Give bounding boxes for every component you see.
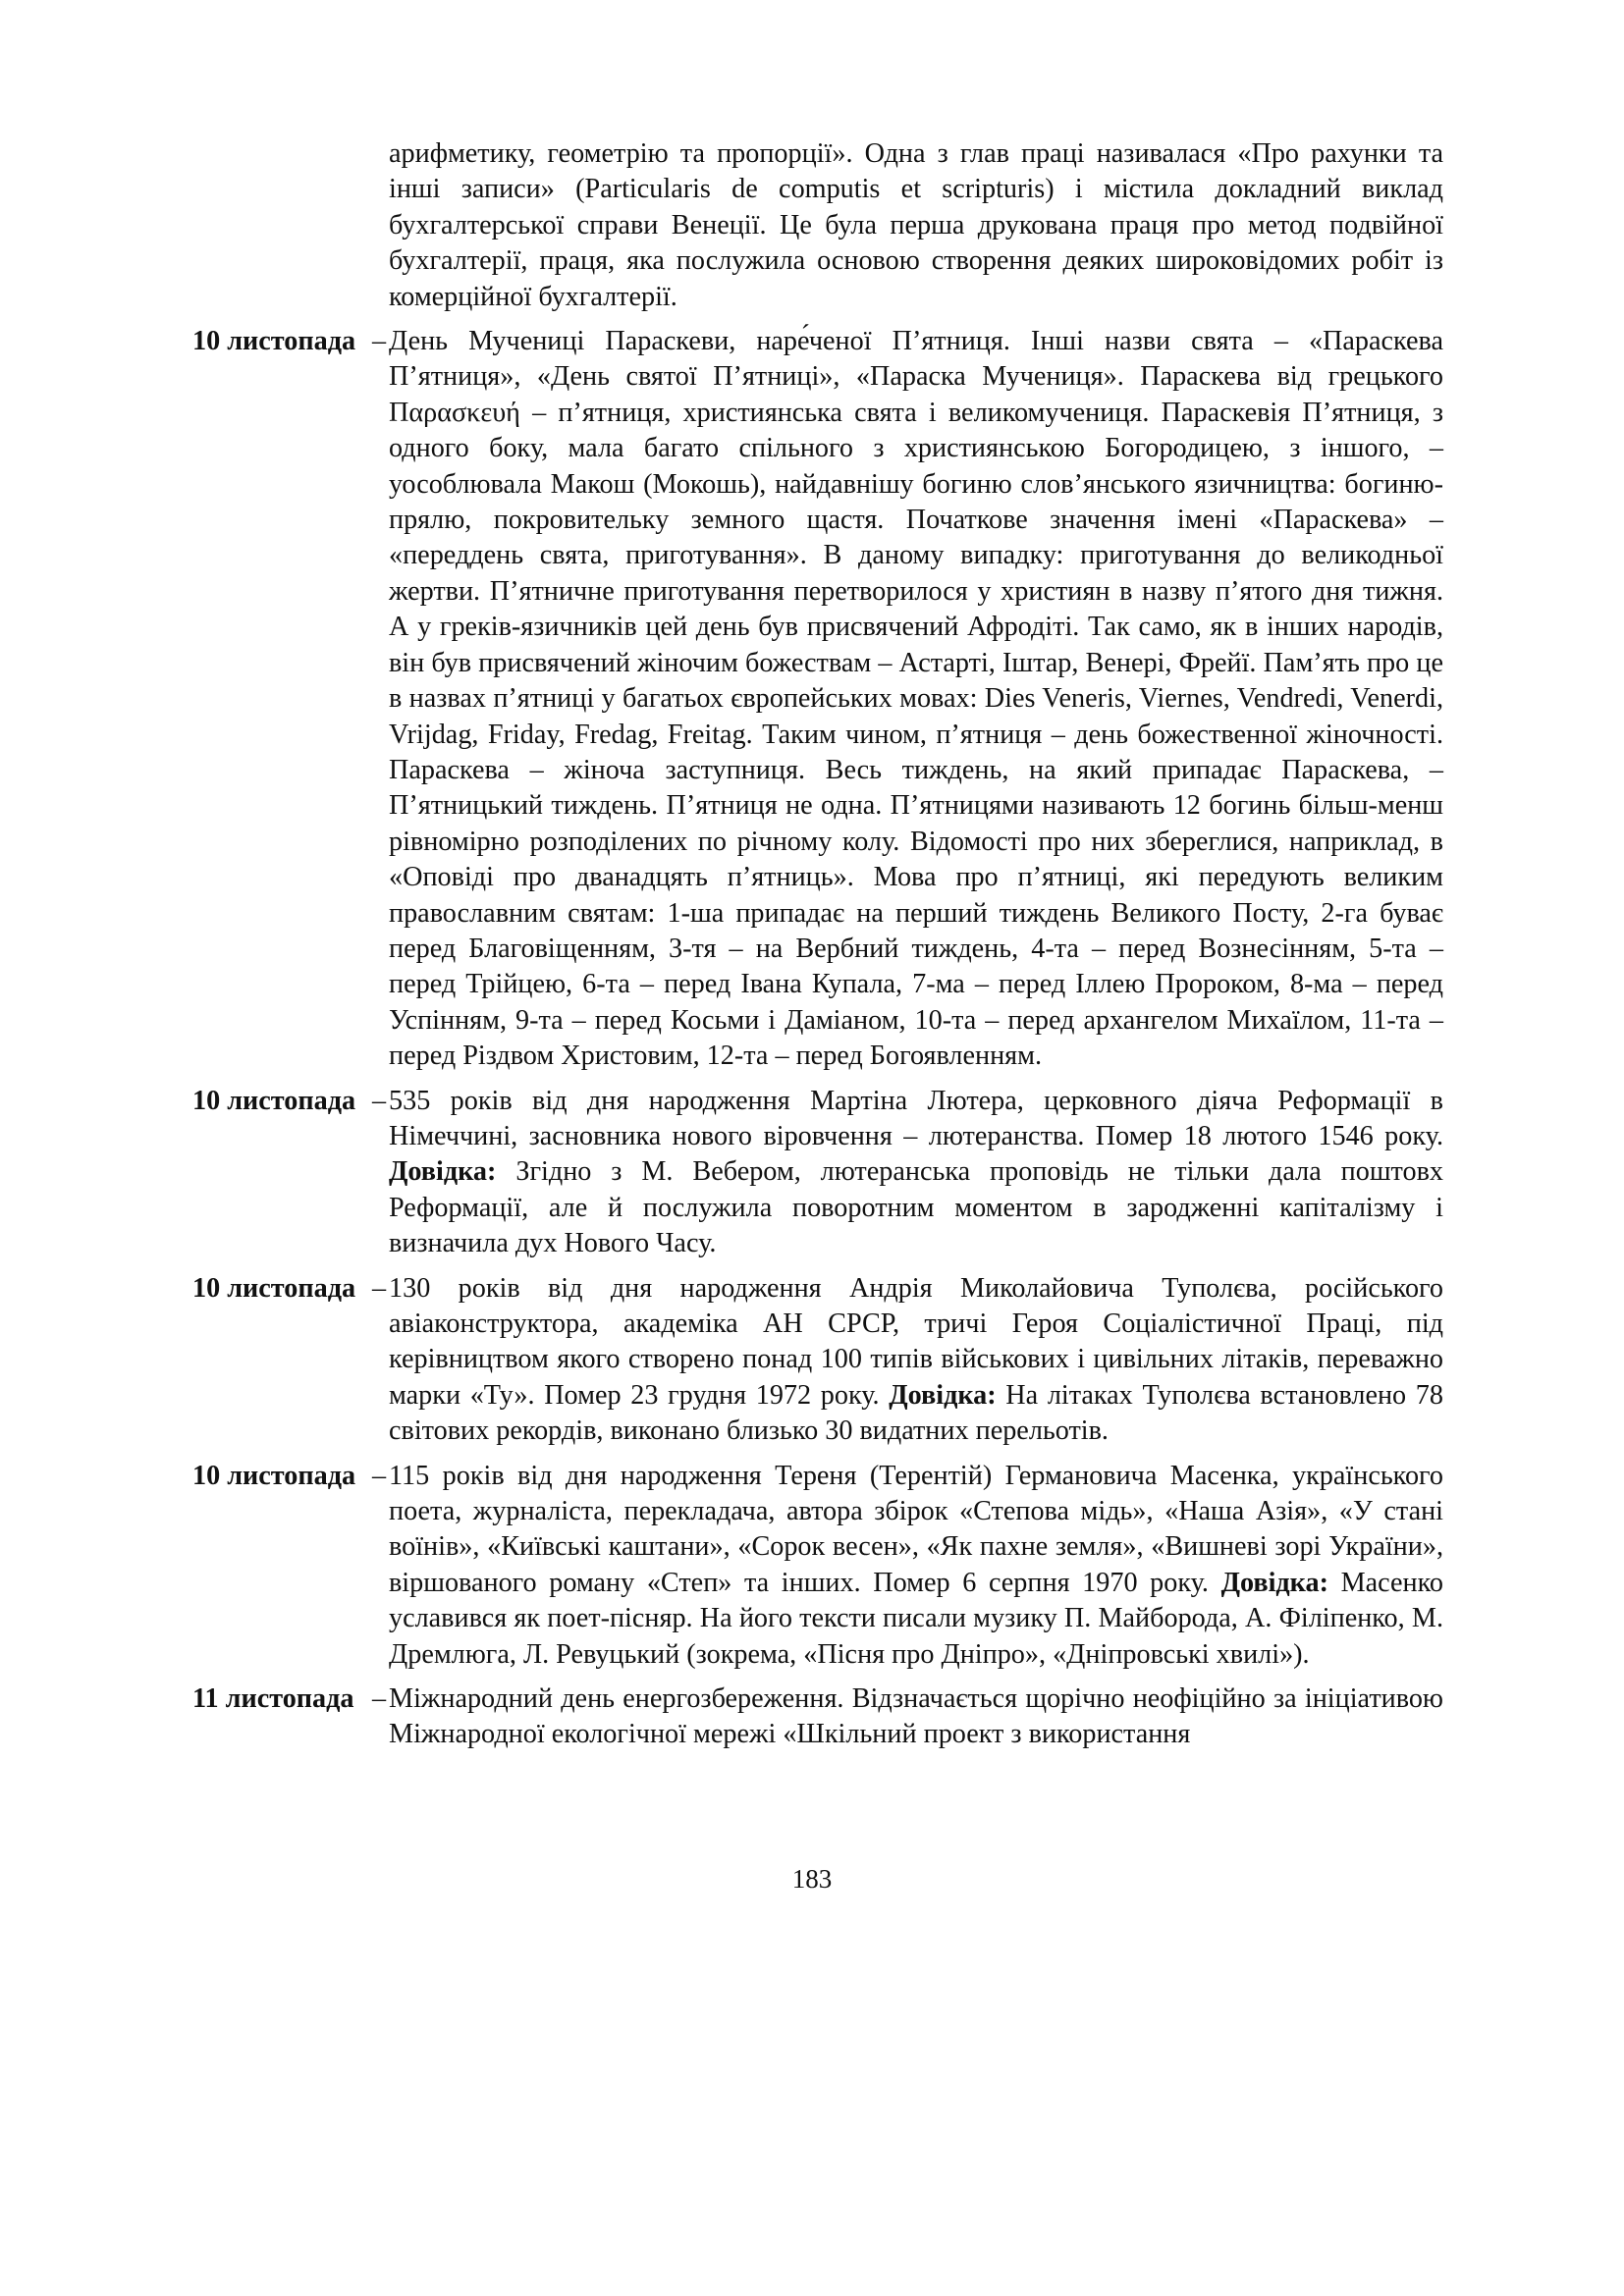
note-label: Довідка: <box>1220 1567 1328 1598</box>
calendar-entry <box>192 1682 1443 1753</box>
entry-text <box>389 1271 1443 1450</box>
entry-date: 10 листопада <box>192 1085 356 1116</box>
entry-text <box>389 1459 1443 1673</box>
entry-body: 115 років від дня народження Тереня (Терентій) Германовича Масенка, українського поета, журналіста, перекладача, автора збірок «Степова мідь», «Наша Азія», «У стані воїнів», «Київські каштани», «Сорок весен», «Як пахне земля», «Вишневі зорі України», віршованого роману «Степ» та інших. Помер 6 серпня 1970 року. <box>389 1460 1443 1598</box>
entry-date: 10 листопада <box>192 326 356 357</box>
entry-dash: – <box>371 1085 387 1116</box>
calendar-entry <box>192 1271 1443 1450</box>
entry-body: Міжнародний день енергозбереження. Відзначається щорічно неофіційно за ініціативою Міжнародної екологічної мережі «Шкільний проект з використання <box>389 1683 1443 1750</box>
calendar-entry <box>192 324 1443 1075</box>
entry-body: День Мучениці Параскеви, наре́ченої П’ятниця. Інші назви свята – «Параскева П’ятниця», «День святої П’ятниці», «Параска Мучениця». Параскева від грецького Παρασκευή – п’ятниця, християнська свята і великомучениця. Параскевія П’ятниця, з одного боку, мала багато спільного з християнською Богородицею, з іншого, – уособлювала Макош (Мокошь), найдавнішу богиню слов’янського язичництва: богиню-прялю, покровительку земного щастя. Початкове значення імені «Параскева» – «переддень свята, приготування». В даному випадку: приготування до великодньої жертви. П’ятничне приготування перетворилося у християн в назву п’ятого дня тижня. А у греків-язичників цей день був присвячений Афродіті. Так само, як в інших народів, він був присвячений жіночим божествам – Астарті, Іштар, Венері, Фрейї. Пам’ять про це в назвах п’ятниці у багатьох європейських мовах: Dies Veneris, Viernes, Vendredi, Venerdi, Vrijdag, Friday, Fredag, Freitag. Таким чином, п’ятниця – день божественної жіночності. Параскева – жіноча заступниця. Весь тиждень, на який припадає Параскева, – П’ятницький тиждень. П’ятниця не одна. П’ятницями називають 12 богинь більш-менш рівномірно розподілених по річному колу. Відомості про них збереглися, наприклад, в «Оповіді про дванадцять п’ятниць». Мова про п’ятниці, які передують великим православним святам: 1-ша припадає на перший тиждень Великого Посту, 2-га буває перед Благовіщенням, 3-тя – на Вербний тиждень, 4-та – перед Вознесінням, 5-та – перед Трійцею, 6-та – перед Івана Купала, 7-ма – перед Іллею Пророком, 8-ма – перед Успінням, 9-та – перед Косьми і Даміаном, 10-та – перед архангелом Михаїлом, 11-та – перед Різдвом Христовим, 12-та – перед Богоявленням. <box>389 326 1443 1072</box>
entry-date: 11 листопада <box>192 1683 354 1715</box>
calendar-entry <box>192 1459 1443 1673</box>
calendar-entry <box>192 1084 1443 1262</box>
entry-dash: – <box>371 326 387 357</box>
entry-dash: – <box>371 1272 387 1304</box>
entry-text <box>389 324 1443 1075</box>
continuation-paragraph: арифметику, геометрію та пропорції». Одна з глав праці називалася «Про рахунки та інші записи» (Particularis de computis et scripturis) і містила докладний виклад бухгалтерської справи Венеції. Це була перша друкована праця про метод подвійної бухгалтерії, праця, яка послужила основою створення деяких широковідомих робіт із комерційної бухгалтерії. <box>389 138 1443 312</box>
note-label: Довідка: <box>889 1379 997 1411</box>
note-text: Згідно з М. Вебером, лютеранська проповідь не тільки дала поштовх Реформації, але й послужила поворотним моментом в зародженні капіталізму і визначила дух Нового Часу. <box>389 1156 1443 1259</box>
page-body <box>192 136 1443 1753</box>
entry-body: 130 років від дня народження Андрія Миколайовича Туполєва, російського авіаконструктора, академіка АН СРСР, тричі Героя Соціалістичної Праці, під керівництвом якого створено понад 100 типів військових і цивільних літаків, переважно марки «Ту». Помер 23 грудня 1972 року. <box>389 1272 1443 1411</box>
entry-dash: – <box>371 1683 387 1715</box>
entry-text <box>389 1682 1443 1753</box>
entry-date: 10 листопада <box>192 1460 356 1491</box>
note-label: Довідка: <box>389 1156 497 1188</box>
entry-dash: – <box>371 1460 387 1491</box>
note-text: На літаках Туполєва встановлено 78 світових рекордів, виконано близько 30 видатних перельотів. <box>389 1379 1443 1447</box>
entry-date: 10 листопада <box>192 1272 356 1304</box>
note-text: Масенко уславився як поет-пісняр. На його тексти писали музику П. Майборода, А. Філіпенко, М. Дремлюга, Л. Ревуцький (зокрема, «Пісня про Дніпро», «Дніпровські хвилі»). <box>389 1567 1443 1670</box>
page-number: 183 <box>791 1864 833 1894</box>
entry-text <box>389 1084 1443 1262</box>
entry-body: 535 років від дня народження Мартіна Лютера, церковного діяча Реформації в Німеччині, засновника нового віровчення – лютеранства. Помер 18 лютого 1546 року. <box>389 1085 1443 1151</box>
